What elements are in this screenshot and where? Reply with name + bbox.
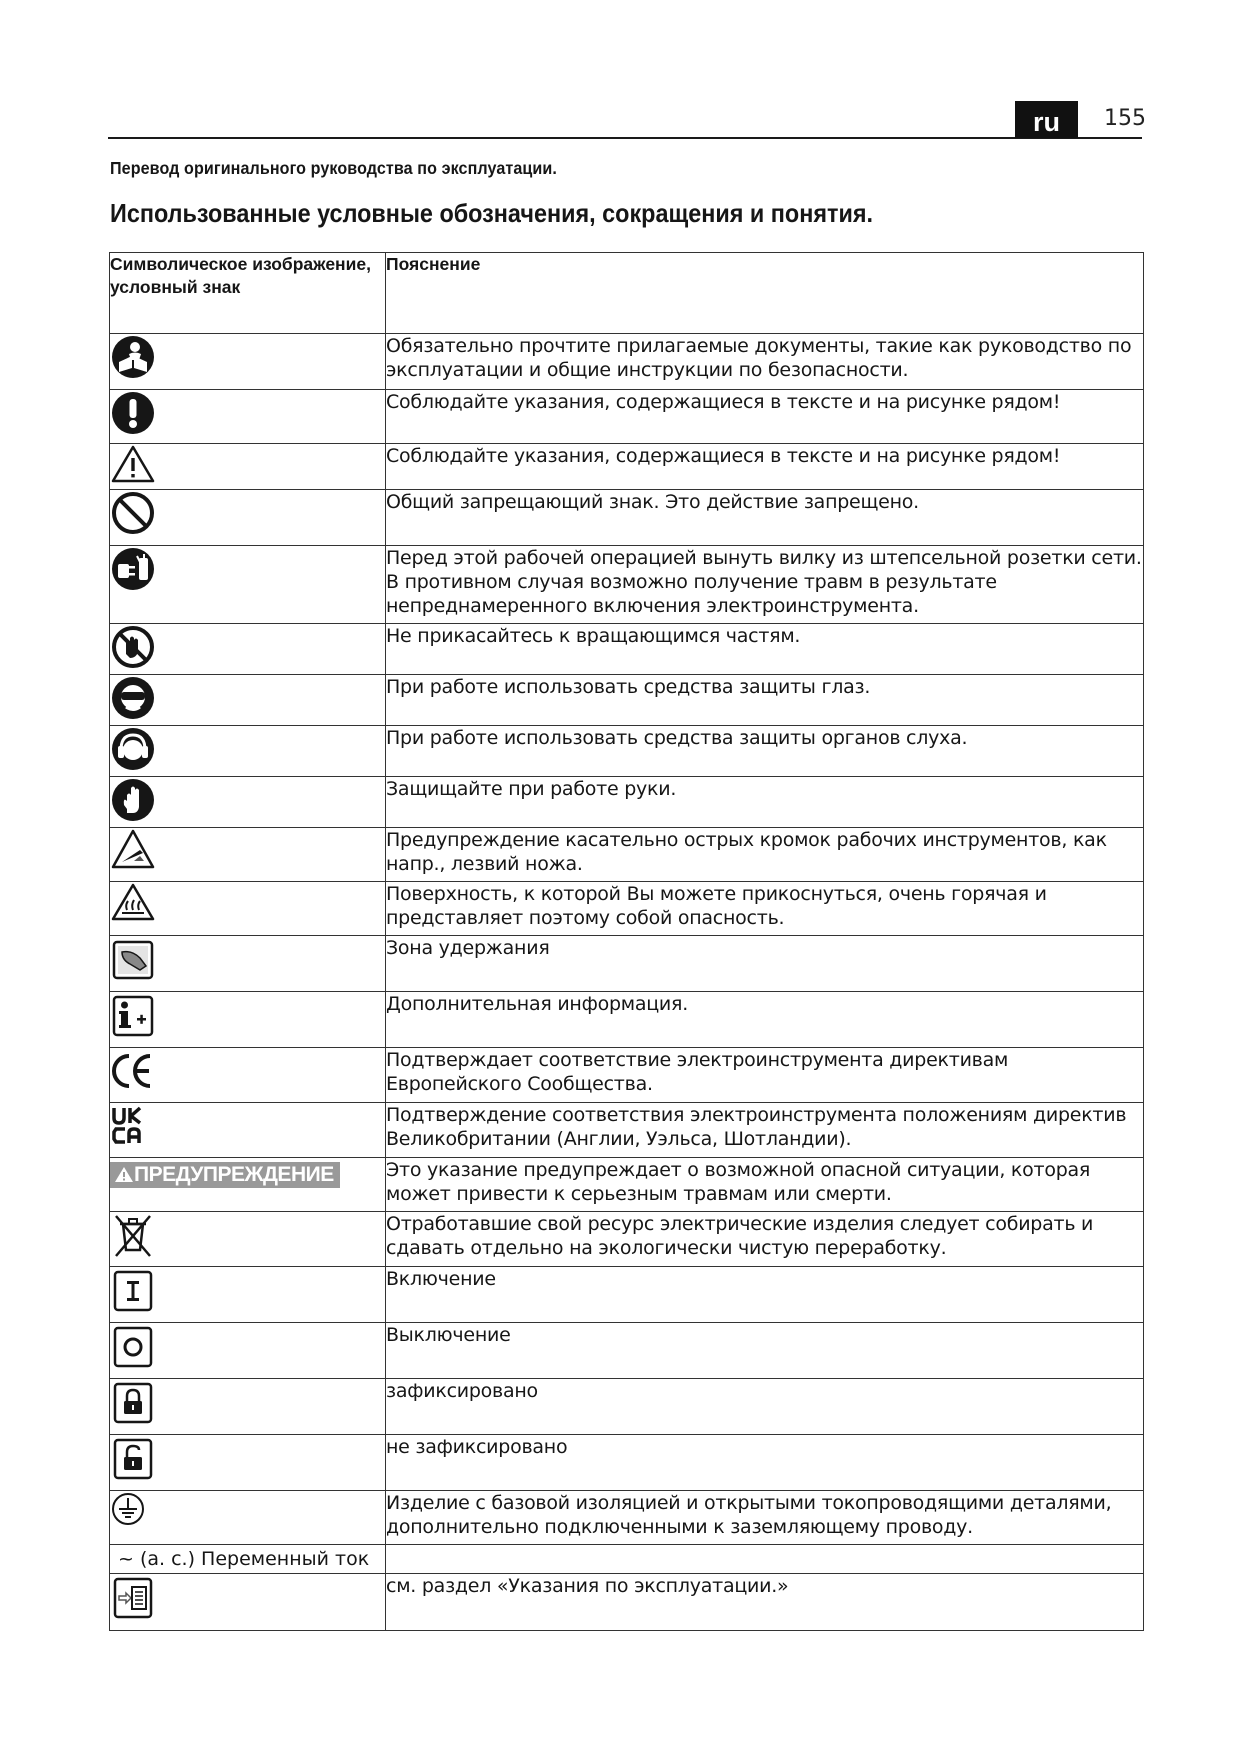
unplug-icon (110, 546, 156, 592)
table-row (110, 1158, 1144, 1212)
explanation-text: Включение (386, 1267, 1144, 1323)
symbol-cell (110, 1435, 386, 1491)
read-manual-icon (110, 334, 156, 380)
unlocked-icon (110, 1435, 156, 1481)
table-row (110, 546, 1144, 624)
ukca-mark-icon (110, 1103, 156, 1149)
symbol-cell (110, 828, 386, 882)
explanation-text: не зафиксировано (386, 1435, 1144, 1491)
explanation-text: Выключение (386, 1323, 1144, 1379)
info-plus-icon (110, 992, 156, 1038)
symbol-cell (110, 1212, 386, 1267)
symbol-cell (110, 624, 386, 675)
table-row (110, 936, 1144, 992)
symbol-cell (110, 675, 386, 726)
switch-off-icon (110, 1323, 156, 1369)
locked-icon (110, 1379, 156, 1425)
explanation-text: Защищайте при работе руки. (386, 777, 1144, 828)
symbol-cell (110, 1103, 386, 1158)
symbol-cell (110, 546, 386, 624)
weee-bin-icon (110, 1212, 156, 1258)
explanation-text: Поверхность, к которой Вы можете прикоснуться, очень горячая и представляет поэтому собой опасность. (386, 882, 1144, 936)
symbol-cell (110, 1574, 386, 1631)
table-row (110, 1491, 1144, 1545)
column-header-explanation: Пояснение (386, 253, 1144, 334)
explanation-text: При работе использовать средства защиты глаз. (386, 675, 1144, 726)
page-title: Использованные условные обозначения, сокращения и понятия. (110, 198, 874, 228)
symbol-cell (110, 1491, 386, 1545)
symbol-cell (110, 1545, 386, 1574)
column-header-symbol: Символическое изображение, условный знак (110, 253, 386, 334)
grip-zone-icon (110, 936, 156, 982)
sharp-edge-warning-icon (110, 828, 156, 870)
table-row (110, 1103, 1144, 1158)
explanation-text: Перед этой рабочей операцией вынуть вилку из штепсельной розетки сети. В противном случая возможно получение травм в результате непреднамеренного включения электроинструмента. (386, 546, 1144, 624)
language-tab: ru (1015, 101, 1078, 138)
table-row (110, 675, 1144, 726)
symbol-cell (110, 1158, 386, 1212)
symbols-table (109, 252, 1144, 1631)
eye-protection-icon (110, 675, 156, 721)
table-row (110, 1212, 1144, 1267)
table-row (110, 726, 1144, 777)
explanation-text: Изделие с базовой изоляцией и открытыми токопроводящими деталями, дополнительно подключенными к заземляющему проводу. (386, 1491, 1144, 1545)
table-row (110, 490, 1144, 546)
table-row (110, 1379, 1144, 1435)
header-rule (108, 137, 1142, 139)
symbol-cell (110, 444, 386, 490)
symbol-cell (110, 1323, 386, 1379)
explanation-text: Общий запрещающий знак. Это действие запрещено. (386, 490, 1144, 546)
see-section-icon (110, 1574, 156, 1620)
exclamation-circle-icon (110, 390, 156, 436)
table-row (110, 1267, 1144, 1323)
explanation-text: Дополнительная информация. (386, 992, 1144, 1048)
table-row (110, 624, 1144, 675)
symbol-cell (110, 334, 386, 390)
hand-protection-icon (110, 777, 156, 823)
explanation-text: Зона удержания (386, 936, 1144, 992)
symbol-cell (110, 936, 386, 992)
warning-badge-label: ПРЕДУПРЕЖДЕНИЕ (134, 1163, 334, 1186)
symbol-cell (110, 1048, 386, 1103)
symbol-cell (110, 726, 386, 777)
warning-triangle-icon (110, 444, 156, 484)
document-subtitle: Перевод оригинального руководства по эксплуатации. (110, 158, 557, 178)
warning-badge-icon (110, 1162, 340, 1188)
explanation-text: зафиксировано (386, 1379, 1144, 1435)
table-header-row (110, 253, 1144, 334)
table-row (110, 1323, 1144, 1379)
ear-protection-icon (110, 726, 156, 772)
table-row (110, 1574, 1144, 1631)
symbol-cell (110, 1379, 386, 1435)
hot-surface-warning-icon (110, 882, 156, 922)
explanation-text: Подтверждает соответствие электроинструмента директивам Европейского Сообщества. (386, 1048, 1144, 1103)
table-row (110, 828, 1144, 882)
explanation-text: Соблюдайте указания, содержащиеся в тексте и на рисунке рядом! (386, 390, 1144, 444)
table-row (110, 444, 1144, 490)
explanation-text: Обязательно прочтите прилагаемые документы, такие как руководство по эксплуатации и общие инструкции по безопасности. (386, 334, 1144, 390)
switch-on-icon (110, 1267, 156, 1313)
table-row (110, 390, 1144, 444)
symbol-cell (110, 390, 386, 444)
explanation-text: Это указание предупреждает о возможной опасной ситуации, которая может привести к серьезным травмам или смерти. (386, 1158, 1144, 1212)
explanation-text: Соблюдайте указания, содержащиеся в тексте и на рисунке рядом! (386, 444, 1144, 490)
explanation-text: Отработавшие свой ресурс электрические изделия следует собирать и сдавать отдельно на экологически чистую переработку. (386, 1212, 1144, 1267)
prohibition-icon (110, 490, 156, 536)
table-row (110, 882, 1144, 936)
explanation-text: см. раздел «Указания по эксплуатации.» (386, 1574, 1144, 1631)
table-row (110, 992, 1144, 1048)
explanation-text: Подтверждение соответствия электроинструмента положениям директив Великобритании (Англии, Уэльса, Шотландии). (386, 1103, 1144, 1158)
warning-triangle-icon (114, 1166, 134, 1183)
explanation-text: При работе использовать средства защиты органов слуха. (386, 726, 1144, 777)
table-row (110, 1435, 1144, 1491)
no-touch-rotating-icon (110, 624, 156, 670)
table-row (110, 1545, 1144, 1574)
symbol-cell (110, 992, 386, 1048)
symbol-cell (110, 1267, 386, 1323)
table-row (110, 334, 1144, 390)
symbol-cell (110, 882, 386, 936)
table-row (110, 1048, 1144, 1103)
alternating-current-label: ~ (a. c.) Переменный ток (118, 1548, 370, 1570)
explanation-text: Не прикасайтесь к вращающимся частям. (386, 624, 1144, 675)
protective-earth-icon (110, 1491, 150, 1531)
ce-mark-icon (110, 1048, 156, 1094)
page-number: 155 (1104, 106, 1146, 131)
symbol-cell (110, 777, 386, 828)
table-row (110, 777, 1144, 828)
explanation-text (386, 1545, 1144, 1574)
explanation-text: Предупреждение касательно острых кромок рабочих инструментов, как напр., лезвий ножа. (386, 828, 1144, 882)
symbol-cell (110, 490, 386, 546)
